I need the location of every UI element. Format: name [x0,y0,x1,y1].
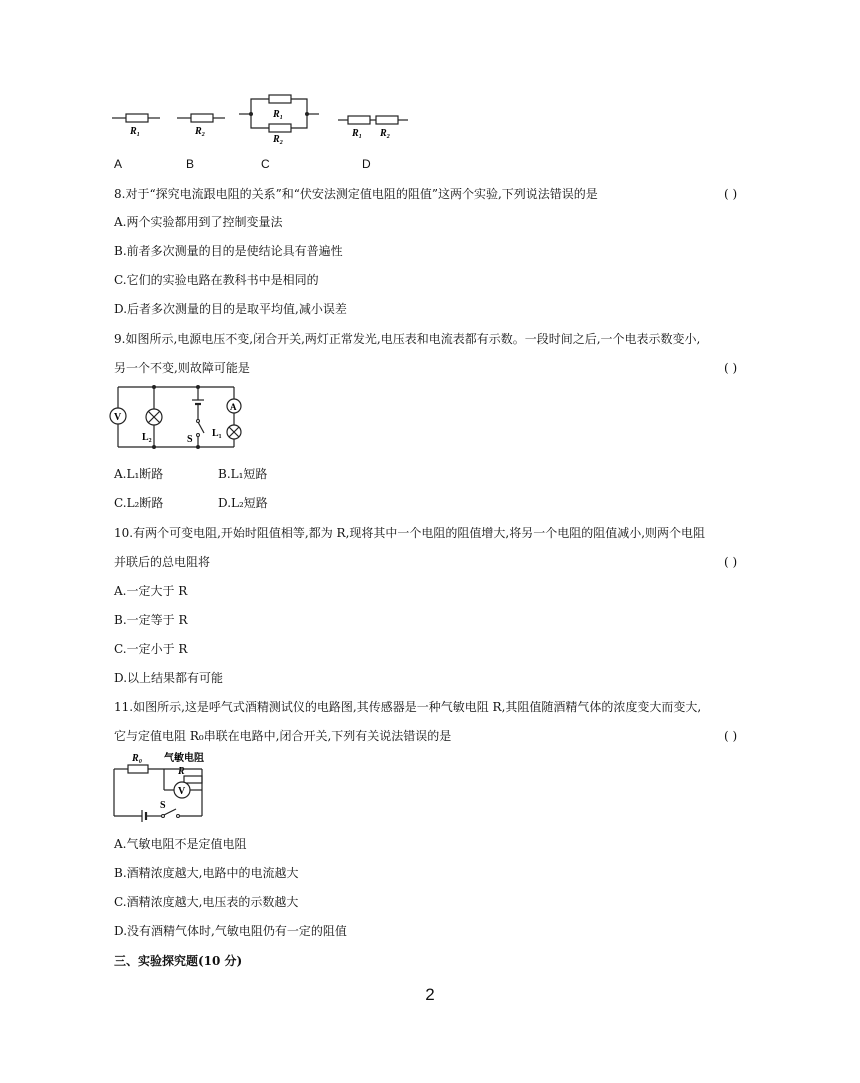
q9-stem-line1: 9.如图所示,电源电压不变,闭合开关,两灯正常发光,电压表和电流表都有示数。一段时间之后,一个电表示数变小, [114,332,701,346]
q7-option-c-label: C [261,157,270,171]
q10-option-c: C.一定小于 R [114,642,188,656]
q9-option-c: C.L₂断路 [114,496,164,510]
q7-option-d-label: D [362,157,371,171]
q7-diagram-d [336,110,408,140]
q11-r0-label: R₀ [132,753,143,764]
q11-stem-line2: 它与定值电阻 R₀串联在电路中,闭合开关,下列有关说法错误的是 [114,729,452,743]
q10-stem-line2: 并联后的总电阻将 [114,555,211,569]
page-number: 2 [425,985,435,1004]
q7-diagram-c [237,90,321,145]
q7-diagram-a [110,108,160,138]
q7-option-b-label: B [186,157,195,171]
q9-option-d: D.L₂短路 [218,496,268,510]
q11-sensor-label: 气敏电阻 [164,753,204,764]
q9-switch-label: S [187,434,193,445]
q11-option-c: C.酒精浓度越大,电压表的示数越大 [114,895,299,909]
q9-ammeter-label: A [230,402,237,412]
q11-r-label: R [178,766,185,777]
q9-l2-label: L₂ [142,432,152,443]
q8-answer-paren: ( ) [724,187,738,201]
q10-option-a: A.一定大于 R [114,584,188,598]
q8-option-a: A.两个实验都用到了控制变量法 [114,215,283,229]
q7-c-r1-label: R₁ [273,109,284,120]
q11-circuit-diagram [112,750,224,822]
q11-switch-label: S [160,800,166,811]
q10-option-b: B.一定等于 R [114,613,188,627]
q7-diagram-b [175,108,225,138]
q9-circuit-diagram [108,380,248,452]
q7-a-r1-label: R₁ [130,126,141,137]
q8-option-d: D.后者多次测量的目的是取平均值,减小误差 [114,302,347,316]
q9-option-b: B.L₁短路 [218,467,268,481]
q10-option-d: D.以上结果都有可能 [114,671,224,685]
q9-option-a: A.L₁断路 [114,467,164,481]
q11-option-d: D.没有酒精气体时,气敏电阻仍有一定的阻值 [114,924,347,938]
q11-option-a: A.气敏电阻不是定值电阻 [114,837,247,851]
q11-answer-paren: ( ) [724,729,738,743]
q11-voltmeter-label: V [178,786,186,797]
q7-d-r2-label: R₂ [380,128,391,139]
q7-b-r2-label: R₂ [195,126,206,137]
q9-answer-paren: ( ) [724,361,738,375]
q9-stem-line2: 另一个不变,则故障可能是 [114,361,250,375]
q10-stem-line1: 10.有两个可变电阻,开始时阻值相等,都为 R,现将其中一个电阻的阻值增大,将另一个电阻的阻值减小,则两个电阻 [114,526,706,540]
q11-option-b: B.酒精浓度越大,电路中的电流越大 [114,866,299,880]
q7-d-r1-label: R₁ [352,128,363,139]
q9-l1-label: L₁ [212,428,222,439]
q10-answer-paren: ( ) [724,555,738,569]
q11-stem-line1: 11.如图所示,这是呼气式酒精测试仪的电路图,其传感器是一种气敏电阻 R,其阻值随酒精气体的浓度变大而变大, [114,700,702,714]
q9-voltmeter-label: V [114,412,122,423]
q8-option-b: B.前者多次测量的目的是使结论具有普遍性 [114,244,343,258]
q7-c-r2-label: R₂ [273,134,284,145]
q7-option-a-label: A [114,157,123,171]
q8-stem: 8.对于“探究电流跟电阻的关系”和“伏安法测定值电阻的阻值”这两个实验,下列说法错误的是 [114,187,598,201]
q8-option-c: C.它们的实验电路在教科书中是相同的 [114,273,319,287]
section-3-title: 三、实验探究题(10 分) [114,954,243,968]
